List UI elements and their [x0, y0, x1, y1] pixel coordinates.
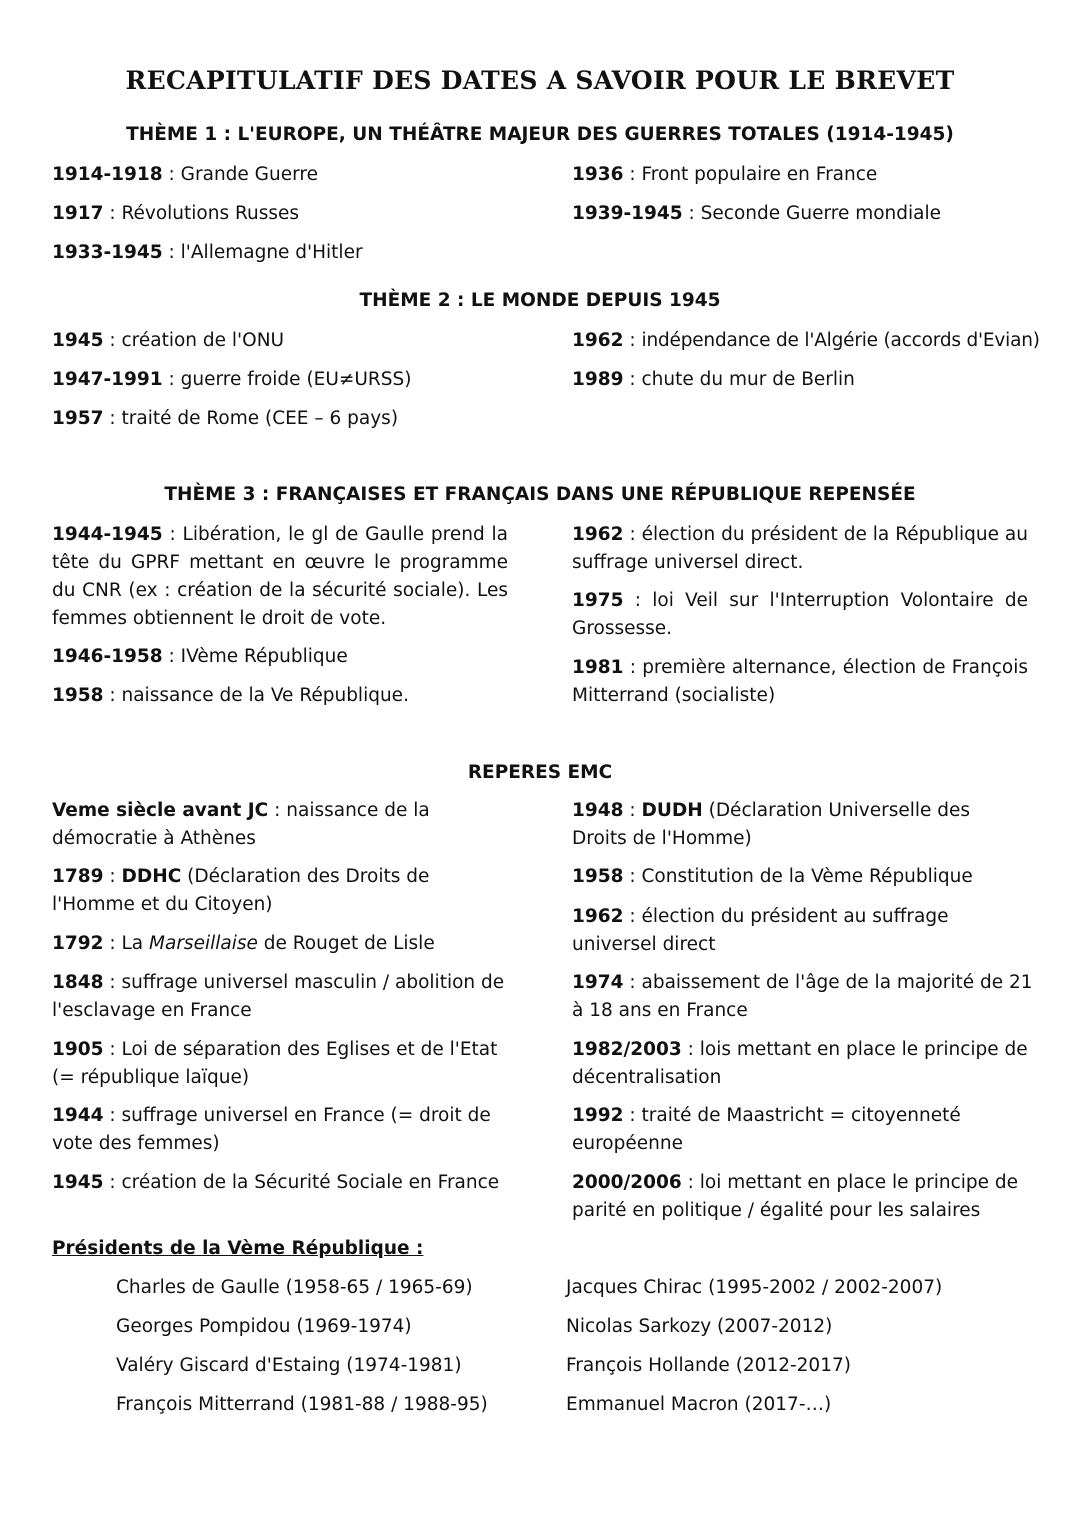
theme1-right-entry: 1936 : Front populaire en France [572, 164, 878, 185]
emc-right-entry: 1962 : élection du président au suffrage universel direct [572, 906, 949, 955]
emc-left-entry: 1905 : Loi de séparation des Eglises et de l'Etat (= république laïque) [52, 1039, 498, 1088]
president-left: Valéry Giscard d'Estaing (1974-1981) [116, 1355, 462, 1376]
theme1-left-entry: 1917 : Révolutions Russes [52, 203, 300, 224]
president-left: Charles de Gaulle (1958-65 / 1965-69) [116, 1277, 473, 1298]
theme1-title: THÈME 1 : L'EUROPE, UN THÉÂTRE MAJEUR DES GUERRES TOTALES (1914-1945) [126, 124, 954, 145]
theme1-right-entry: 1939-1945 : Seconde Guerre mondiale [572, 203, 942, 224]
president-right: François Hollande (2012-2017) [566, 1355, 851, 1376]
emc-right-entry: 1948 : DUDH (Déclaration Universelle des Droits de l'Homme) [572, 800, 971, 849]
emc-left-entry: 1944 : suffrage universel en France (= droit de vote des femmes) [52, 1105, 491, 1154]
emc-title: REPERES EMC [467, 762, 613, 783]
theme2-left-entry: 1947-1991 : guerre froide (EU≠URSS) [52, 369, 412, 390]
emc-left-entry: 1945 : création de la Sécurité Sociale en France [52, 1172, 500, 1193]
theme2-title: THÈME 2 : LE MONDE DEPUIS 1945 [359, 290, 721, 311]
theme3-left-entry: 1958 : naissance de la Ve République. [52, 685, 409, 706]
emc-right-entry: 1958 : Constitution de la Vème République [572, 866, 973, 887]
emc-right-entry: 1982/2003 : lois mettant en place le principe de décentralisation [572, 1039, 1028, 1088]
president-right: Emmanuel Macron (2017-…) [566, 1394, 832, 1415]
theme3-left-entry: 1944-1945 : Libération, le gl de Gaulle prend la tête du GPRF mettant en œuvre le programme du CNR (ex : création de la sécurité sociale). Les femmes obtiennent le droit de vote. [52, 524, 508, 629]
president-left: Georges Pompidou (1969-1974) [116, 1316, 412, 1337]
theme2-left-entry: 1957 : traité de Rome (CEE – 6 pays) [52, 408, 399, 429]
emc-right-entry: 1992 : traité de Maastricht = citoyenneté européenne [572, 1105, 961, 1154]
president-right: Jacques Chirac (1995-2002 / 2002-2007) [566, 1277, 943, 1298]
emc-right-entry: 2000/2006 : loi mettant en place le principe de parité en politique / égalité pour les salaires [572, 1172, 1019, 1221]
theme1-left-entry: 1933-1945 : l'Allemagne d'Hitler [52, 242, 363, 263]
page-title: RECAPITULATIF DES DATES A SAVOIR POUR LE BREVET [125, 66, 955, 95]
theme1-left-entry: 1914-1918 : Grande Guerre [52, 164, 318, 185]
emc-left-entry: 1792 : La Marseillaise de Rouget de Lisle [52, 933, 435, 954]
theme2-right-entry: 1962 : indépendance de l'Algérie (accords d'Evian) [572, 330, 1040, 351]
president-right: Nicolas Sarkozy (2007-2012) [566, 1316, 833, 1337]
emc-left-entry: Veme siècle avant JC : naissance de la démocratie à Athènes [52, 800, 430, 849]
emc-left-entry: 1789 : DDHC (Déclaration des Droits de l'Homme et du Citoyen) [52, 866, 430, 915]
theme3-right-entry: 1981 : première alternance, élection de François Mitterrand (socialiste) [572, 657, 1029, 706]
theme2-right-entry: 1989 : chute du mur de Berlin [572, 369, 855, 390]
theme3-right-entry: 1962 : élection du président de la République au suffrage universel direct. [572, 524, 1028, 573]
presidents-title: Présidents de la Vème République : [52, 1238, 424, 1259]
theme3-left-entry: 1946-1958 : IVème République [52, 646, 348, 667]
emc-right-entry: 1974 : abaissement de l'âge de la majorité de 21 à 18 ans en France [572, 972, 1033, 1021]
theme2-left-entry: 1945 : création de l'ONU [52, 330, 285, 351]
theme3-right-entry: 1975 : loi Veil sur l'Interruption Volontaire de Grossesse. [572, 590, 1028, 639]
president-left: François Mitterrand (1981-88 / 1988-95) [116, 1394, 488, 1415]
emc-left-entry: 1848 : suffrage universel masculin / abolition de l'esclavage en France [52, 972, 505, 1021]
theme3-title: THÈME 3 : FRANÇAISES ET FRANÇAIS DANS UNE RÉPUBLIQUE REPENSÉE [164, 484, 916, 505]
